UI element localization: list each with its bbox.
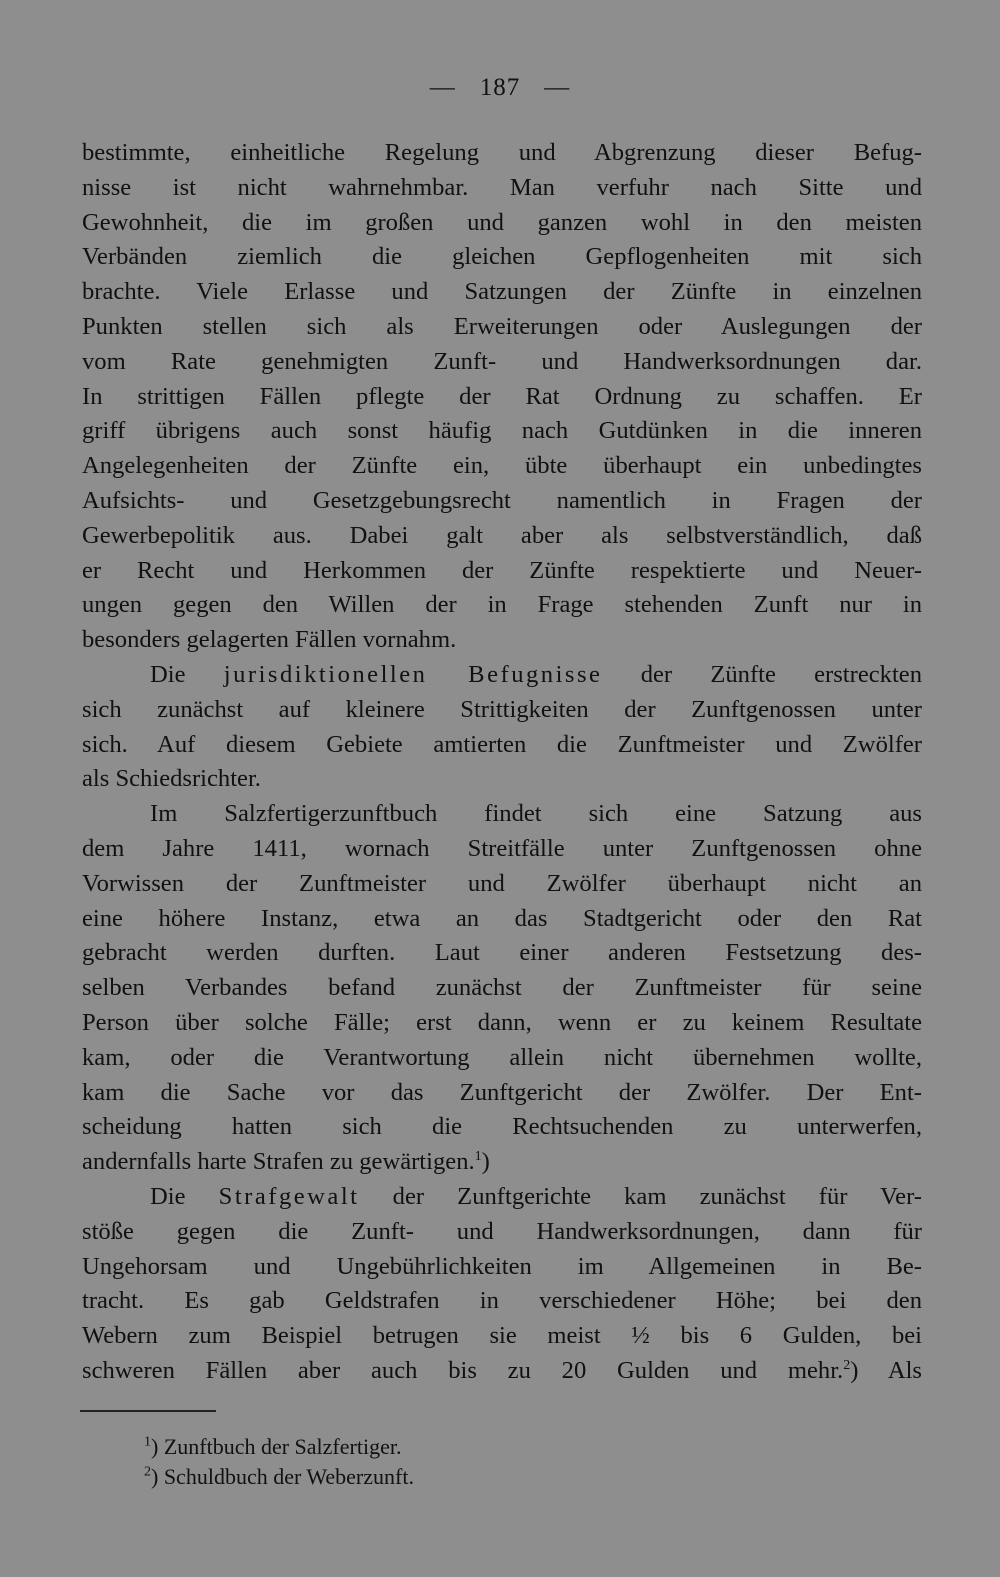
footnote-mark: 2	[144, 1464, 151, 1480]
page-number-value: 187	[479, 74, 521, 101]
spaced-term: jurisdiktionellen Befugnisse	[223, 660, 603, 688]
text-line: scheidung hatten sich die Rechtsuchenden zu unterwerfen,	[82, 1113, 922, 1141]
text-line: kam die Sache vor das Zunftgericht der Zwölfer. Der Ent-	[82, 1078, 922, 1106]
text-segment: andernfalls harte Strafen zu gewärtigen.	[82, 1148, 475, 1176]
text-segment: der Zunftgerichte kam zunächst für Ver-	[359, 1182, 922, 1210]
text-line: In strittigen Fällen pflegte der Rat Ordnung zu schaffen. Er	[82, 382, 922, 410]
text-segment: schweren Fällen aber auch bis zu 20 Gulden und mehr.	[82, 1356, 844, 1384]
text-line: eine höhere Instanz, etwa an das Stadtgericht oder den Rat	[82, 904, 922, 932]
text-line: besonders gelagerten Fällen vornahm.	[82, 626, 457, 654]
text-line: dem Jahre 1411, wornach Streitfälle unter Zunftgenossen ohne	[82, 834, 922, 862]
text-line: ungen gegen den Willen der in Frage stehenden Zunft nur in	[82, 591, 922, 619]
spaced-term: Strafgewalt	[218, 1182, 360, 1210]
footnote-divider	[80, 1410, 216, 1412]
text-line: brachte. Viele Erlasse und Satzungen der Zünfte in einzelnen	[82, 278, 922, 306]
text-segment: Die	[150, 660, 224, 688]
text-line: stöße gegen die Zunft- und Handwerksordnungen, dann für	[82, 1217, 922, 1245]
text-line	[82, 1180, 922, 1215]
text-line: tracht. Es gab Geldstrafen in verschiedener Höhe; bei den	[82, 1287, 922, 1315]
body-text	[82, 136, 922, 1389]
text-line: vom Rate genehmigten Zunft- und Handwerksordnungen dar.	[82, 347, 922, 375]
footnote-text: ) Schuldbuch der Weberzunft.	[151, 1464, 414, 1489]
text-line: bestimmte, einheitliche Regelung und Abgrenzung dieser Befug-	[82, 139, 922, 166]
text-line: Punkten stellen sich als Erweiterungen oder Auslegungen der	[82, 312, 922, 340]
text-segment: der Zünfte erstreckten	[602, 660, 922, 688]
text-line: kam, oder die Verantwortung allein nicht übernehmen wollte,	[82, 1043, 922, 1071]
footnote-ref: 1	[474, 1148, 482, 1164]
text-line: Gewohnheit, die im großen und ganzen wohl in den meisten	[82, 208, 922, 236]
text-line: sich zunächst auf kleinere Strittigkeiten der Zunftgenossen unter	[82, 695, 922, 723]
text-line: Vorwissen der Zunftmeister und Zwölfer überhaupt nicht an	[82, 869, 922, 897]
text-segment: Die	[150, 1182, 219, 1210]
text-line: Aufsichts- und Gesetzgebungsrecht namentlich in Fragen der	[82, 486, 922, 514]
text-line: griff übrigens auch sonst häufig nach Gutdünken in die inneren	[82, 417, 922, 445]
text-line: er Recht und Herkommen der Zünfte respektierte und Neuer-	[82, 556, 922, 584]
text-line: Angelegenheiten der Zünfte ein, übte überhaupt ein unbedingtes	[82, 452, 922, 480]
footnote-1	[144, 1432, 414, 1462]
text-line: nisse ist nicht wahrnehmbar. Man verfuhr nach Sitte und	[82, 173, 922, 201]
text-line: sich. Auf diesem Gebiete amtierten die Zunftmeister und Zwölfer	[82, 730, 922, 758]
text-line: Im Salzfertigerzunftbuch findet sich eine Satzung aus	[150, 800, 922, 828]
page-number-dash-left: —	[429, 74, 456, 101]
footnote-mark: 1	[144, 1434, 151, 1450]
footnote-2	[144, 1462, 414, 1492]
page-number-dash-right: —	[544, 74, 571, 101]
text-line: Gewerbepolitik aus. Dabei galt aber als selbstverständlich, daß	[82, 521, 922, 549]
footnote-ref: 2	[843, 1357, 851, 1373]
page-number	[0, 74, 1000, 102]
text-line: Verbänden ziemlich die gleichen Gepflogenheiten mit sich	[82, 243, 922, 271]
text-line: selben Verbandes befand zunächst der Zunftmeister für seine	[82, 974, 922, 1002]
text-line: als Schiedsrichter.	[82, 765, 261, 793]
text-line	[82, 1145, 922, 1180]
text-segment: )	[481, 1148, 490, 1176]
footnote-text: ) Zunftbuch der Salzfertiger.	[151, 1434, 402, 1459]
text-line: Ungehorsam und Ungebührlichkeiten im Allgemeinen in Be-	[82, 1252, 922, 1280]
text-line	[82, 658, 922, 693]
text-segment: ) Als	[850, 1356, 922, 1384]
text-line: Person über solche Fälle; erst dann, wenn er zu keinem Resultate	[82, 1008, 922, 1036]
text-line	[82, 1354, 922, 1389]
footnotes	[144, 1432, 414, 1492]
text-line: gebracht werden durften. Laut einer anderen Festsetzung des-	[82, 939, 922, 967]
text-line: Webern zum Beispiel betrugen sie meist ½ bis 6 Gulden, bei	[82, 1322, 922, 1350]
